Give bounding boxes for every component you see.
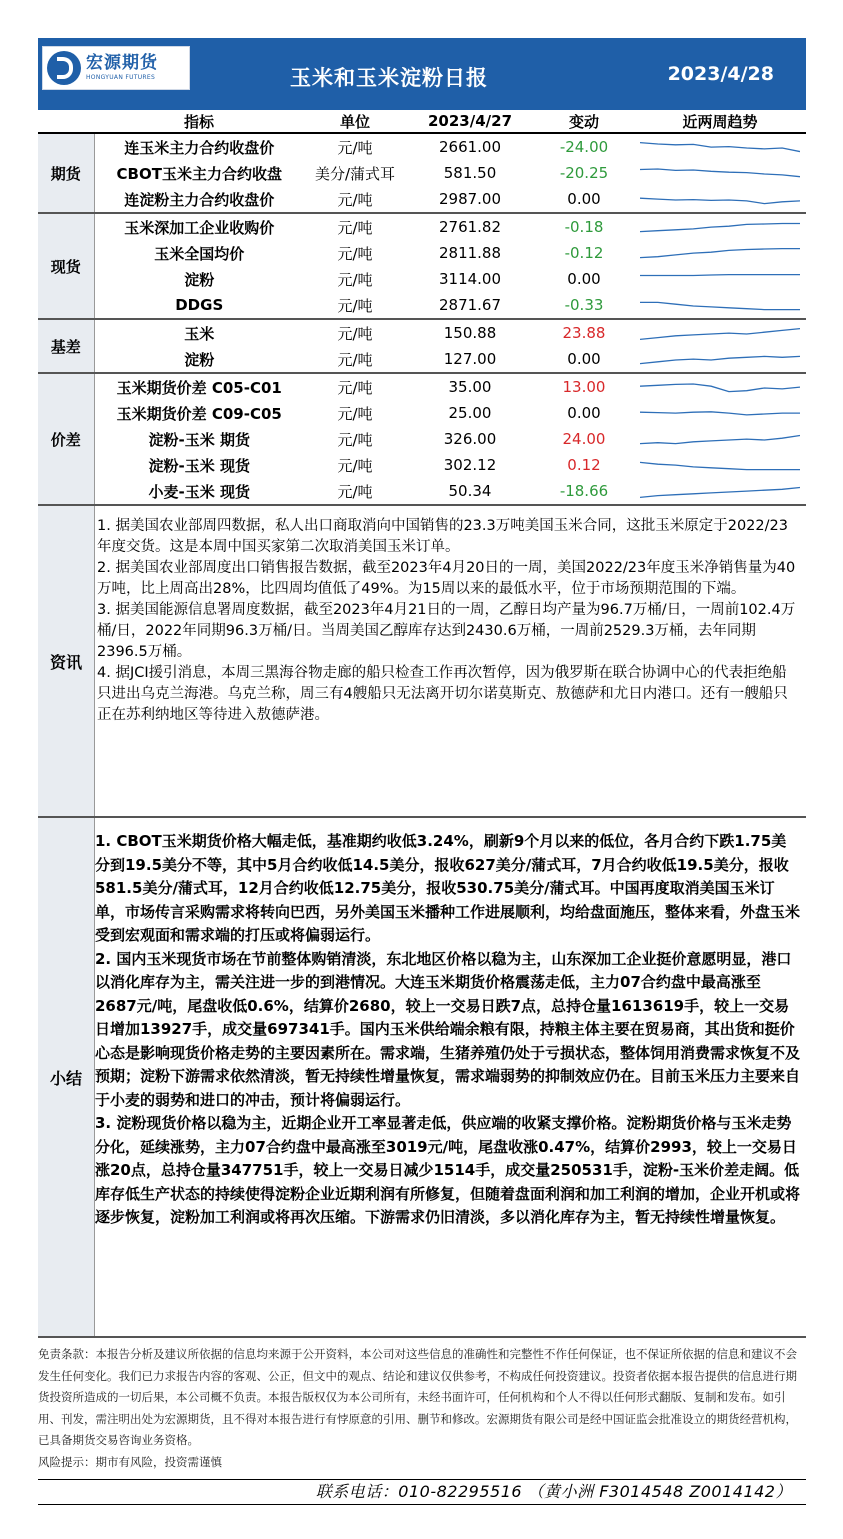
trend-line (640, 169, 800, 177)
value-cell: 581.50 (443, 164, 497, 182)
indicator-cell: CBOT玉米主力合约收盘 (116, 164, 282, 183)
trend-line (640, 436, 800, 444)
trend-sparkline (640, 481, 800, 503)
change-cell: 0.00 (567, 404, 601, 422)
trend-cell (634, 373, 806, 400)
unit-cell: 元/吨 (304, 213, 406, 240)
col-header-change: 变动 (534, 110, 634, 133)
trend-line (640, 198, 800, 203)
trend-line (640, 384, 800, 392)
trend-sparkline (640, 295, 800, 317)
value-cell: 3114.00 (438, 270, 502, 288)
change-cell: 13.00 (534, 373, 634, 400)
unit-cell: 元/吨 (304, 373, 406, 400)
indicator-cell: DDGS (175, 296, 224, 314)
trend-sparkline (640, 349, 800, 371)
indicator-cell: 玉米 (94, 319, 304, 346)
change-cell: -0.33 (564, 296, 604, 314)
value-cell: 302.12 (443, 456, 497, 474)
trend-sparkline (640, 323, 800, 345)
report-title: 玉米和玉米淀粉日报 (290, 66, 488, 90)
unit-cell: 元/吨 (337, 296, 373, 315)
change-cell: -18.66 (559, 482, 609, 500)
paragraph: 2. 国内玉米现货市场在节前整体购销清淡，东北地区价格以稳为主，山东深加工企业挺价意愿明显，港口以消化库存为主，需关注进一步的到港情况。大连玉米期货价格震荡走低，主力07合约盘中最高涨至2687元/吨，尾盘收低0.6%，结算价2680，较上一交易日跌7点，总持仓量1613619手，较上一交易日增加13927手，成交量697341手。国内玉米供给端余粮有限，持粮主体主要在贸易商，其出货和挺价心态是影响现货价格走势的主要因素所在。需求端，生猪养殖仍处于亏损状态，整体饲用消费需求恢复不及预期；淀粉下游需求依然清淡，暂无持续性增量恢复，需求端弱势的抑制效应仍在。目前玉米压力主要来自于小麦的弱势和进口的冲击，预计将偏弱运行。 (95, 949, 801, 1109)
news-body (95, 506, 806, 816)
trend-line (640, 488, 800, 498)
indicator-cell: 淀粉 (184, 350, 215, 369)
indicator-cell: 玉米期货价差 C09-C05 (116, 404, 282, 423)
trend-cell (634, 452, 806, 478)
trend-line (640, 143, 800, 152)
trend-cell (634, 213, 806, 240)
trend-cell (634, 426, 806, 452)
change-cell: 24.00 (562, 430, 606, 448)
table-row (38, 186, 806, 213)
trend-line (640, 249, 800, 258)
change-cell: 0.00 (567, 190, 601, 208)
trend-sparkline (640, 137, 800, 159)
table-row (38, 426, 806, 452)
logo-mark-icon (47, 51, 81, 85)
table-row (38, 346, 806, 373)
disclaimer (38, 1336, 806, 1473)
trend-sparkline (640, 429, 800, 451)
unit-cell: 元/吨 (337, 404, 373, 423)
change-cell: -24.00 (559, 138, 609, 156)
unit-cell: 美分/蒲式耳 (314, 164, 396, 183)
group-label: 现货 (38, 213, 94, 319)
unit-cell: 元/吨 (304, 319, 406, 346)
table-row (38, 452, 806, 478)
trend-sparkline (640, 243, 800, 265)
trend-line (640, 412, 800, 415)
value-cell: 2987.00 (438, 190, 502, 208)
unit-cell: 元/吨 (337, 244, 373, 263)
news-section (38, 504, 806, 816)
value-cell: 150.88 (406, 319, 534, 346)
change-cell: -0.18 (534, 213, 634, 240)
indicator-table (38, 110, 806, 504)
group-label: 价差 (38, 373, 94, 504)
risk-warning: 风险提示：期市有风险，投资需谨慎 (38, 1454, 222, 1469)
trend-cell (634, 292, 806, 319)
trend-line (640, 302, 800, 309)
paragraph: 1. 据美国农业部周四数据，私人出口商取消向中国销售的23.3万吨美国玉米合同，这批玉米原定于2022/23年度交货。这是本周中国买家第二次取消美国玉米订单。 (97, 518, 788, 555)
company-logo (42, 46, 190, 90)
indicator-cell: 淀粉-玉米 现货 (148, 456, 250, 475)
trend-cell (634, 319, 806, 346)
paragraph: 4. 据JCI援引消息，本周三黑海谷物走廊的船只检查工作再次暂停，因为俄罗斯在联合协调中心的代表拒绝船只进出乌克兰海港。乌克兰称，周三有4艘船只无法离开切尔诺莫斯克、敖德萨和尤日内港口。还有一艘船只正在苏利纳地区等待进入敖德萨港。 (97, 665, 788, 723)
trend-cell (634, 240, 806, 266)
table-row (38, 319, 806, 346)
trend-sparkline (640, 455, 800, 477)
indicator-cell: 淀粉 (184, 270, 215, 289)
news-label: 资讯 (38, 506, 95, 816)
value-cell: 2661.00 (438, 138, 502, 156)
contact-info: 联系电话：010-82295516 （黄小洲 F3014548 Z0014142） (38, 1479, 806, 1505)
unit-cell: 元/吨 (337, 482, 373, 501)
trend-sparkline (640, 217, 800, 239)
trend-line (640, 275, 800, 276)
trend-cell (634, 160, 806, 186)
trend-cell (634, 266, 806, 292)
value-cell: 127.00 (443, 350, 497, 368)
trend-cell (634, 478, 806, 504)
unit-cell: 元/吨 (337, 456, 373, 475)
indicator-cell: 小麦-玉米 现货 (148, 482, 250, 501)
disclaimer-text: 免责条款：本报告分析及建议所依据的信息均来源于公开资料，本公司对这些信息的准确性和完整性不作任何保证，也不保证所依据的信息和建议不会发生任何变化。我们已力求报告内容的客观、公正，但文中的观点、结论和建议仅供参考，不构成任何投资建议。投资者依据本报告提供的信息进行期货投资所造成的一切后果，本公司概不负责。本报告版权仅为本公司所有，未经书面许可，任何机构和个人不得以任何形式翻版、复制和发布。如引用、刊发，需注明出处为宏源期货，且不得对本报告进行有悖原意的引用、删节和修改。宏源期货有限公司是经中国证监会批准设立的期货经营机构，已具备期货交易咨询业务资格。 (38, 1347, 797, 1447)
table-row (38, 292, 806, 319)
trend-cell (634, 346, 806, 373)
paragraph: 1. CBOT玉米期货价格大幅走低，基准期约收低3.24%，刷新9个月以来的低位，各月合约下跌1.75美分到19.5美分不等，其中5月合约收低14.5美分，报收627美分/蒲式耳，7月合约收低19.5美分，报收581.5美分/蒲式耳，12月合约收低12.75美分，报收530.75美分/蒲式耳。中国再度取消美国玉米订单，市场传言采购需求将转向巴西，另外美国玉米播种工作进展顺利，均给盘面施压，整体来看，外盘玉米受到宏观面和需求端的打压或将偏弱运行。 (95, 832, 801, 944)
indicator-cell: 玉米期货价差 C05-C01 (94, 373, 304, 400)
paragraph: 2. 据美国农业部周度出口销售报告数据，截至2023年4月20日的一周，美国2022/23年度玉米净销售量为40万吨，比上周高出28%，比四周均值低了49%。为15周以来的最低水平，位于市场预期范围的下端。 (97, 560, 796, 597)
summary-section (38, 816, 806, 1336)
table-row (38, 266, 806, 292)
change-cell: -0.12 (564, 244, 604, 262)
indicator-cell: 玉米全国均价 (154, 244, 245, 263)
change-cell: 23.88 (534, 319, 634, 346)
indicator-cell: 玉米深加工企业收购价 (94, 213, 304, 240)
logo-english: HONGYUAN FUTURES (86, 74, 156, 81)
unit-cell: 元/吨 (337, 350, 373, 369)
value-cell: 2871.67 (438, 296, 502, 314)
report-page (38, 38, 806, 1505)
table-row (38, 478, 806, 504)
unit-cell: 元/吨 (337, 190, 373, 209)
report-header (38, 38, 806, 110)
summary-label: 小结 (38, 818, 95, 1336)
table-row (38, 133, 806, 160)
group-label: 基差 (38, 319, 94, 373)
paragraph: 3. 据美国能源信息署周度数据，截至2023年4月21日的一周，乙醇日均产量为96.7万桶/日，一周前102.4万桶/日，2022年同期96.3万桶/日。当周美国乙醇库存达到2430.6万桶，一周前2529.3万桶，去年同期2396.5万桶。 (97, 602, 796, 660)
trend-sparkline (640, 163, 800, 185)
logo-name: 宏源期货 (86, 53, 158, 73)
change-cell: 0.12 (567, 456, 601, 474)
trend-line (640, 329, 800, 340)
trend-line (640, 224, 800, 232)
trend-sparkline (640, 189, 800, 211)
value-cell: 35.00 (406, 373, 534, 400)
value-cell: 50.34 (448, 482, 492, 500)
table-row (38, 160, 806, 186)
trend-sparkline (640, 377, 800, 399)
trend-line (640, 356, 800, 363)
unit-cell: 元/吨 (337, 138, 373, 157)
indicator-cell: 连玉米主力合约收盘价 (124, 138, 275, 157)
col-header-date: 2023/4/27 (406, 110, 534, 133)
trend-sparkline (640, 269, 800, 291)
trend-sparkline (640, 403, 800, 425)
unit-cell: 元/吨 (337, 270, 373, 289)
change-cell: 0.00 (567, 350, 601, 368)
table-row (38, 240, 806, 266)
indicator-cell: 淀粉-玉米 期货 (148, 430, 250, 449)
value-cell: 25.00 (448, 404, 492, 422)
change-cell: 0.00 (567, 270, 601, 288)
summary-body (95, 818, 806, 1336)
col-header-indicator: 指标 (94, 110, 304, 133)
col-header-unit: 单位 (304, 110, 406, 133)
value-cell: 2761.82 (406, 213, 534, 240)
report-date: 2023/4/28 (667, 63, 774, 85)
value-cell: 326.00 (443, 430, 497, 448)
table-row (38, 213, 806, 240)
unit-cell: 元/吨 (337, 430, 373, 449)
table-header-row (38, 110, 806, 133)
change-cell: -20.25 (559, 164, 609, 182)
table-row (38, 400, 806, 426)
trend-line (640, 462, 800, 469)
table-row (38, 373, 806, 400)
col-header-trend: 近两周趋势 (634, 110, 806, 133)
group-label: 期货 (38, 133, 94, 213)
trend-cell (634, 133, 806, 160)
value-cell: 2811.88 (438, 244, 502, 262)
trend-cell (634, 186, 806, 213)
trend-cell (634, 400, 806, 426)
paragraph: 3. 淀粉现货价格以稳为主，近期企业开工率显著走低，供应端的收紧支撑价格。淀粉期货价格与玉米走势分化，延续涨势，主力07合约盘中最高涨至3019元/吨，尾盘收涨0.47%，结算价2993，较上一交易日涨20点，总持仓量347751手，较上一交易日减少1514手，成交量250531手，淀粉-玉米价差走阔。低库存低生产状态的持续使得淀粉企业近期利润有所修复，但随着盘面利润和加工利润的增加，企业开机或将逐步恢复，淀粉加工利润或将再次压缩。下游需求仍旧清淡，多以消化库存为主，暂无持续性增量恢复。 (95, 1114, 801, 1226)
indicator-cell: 连淀粉主力合约收盘价 (124, 190, 275, 209)
